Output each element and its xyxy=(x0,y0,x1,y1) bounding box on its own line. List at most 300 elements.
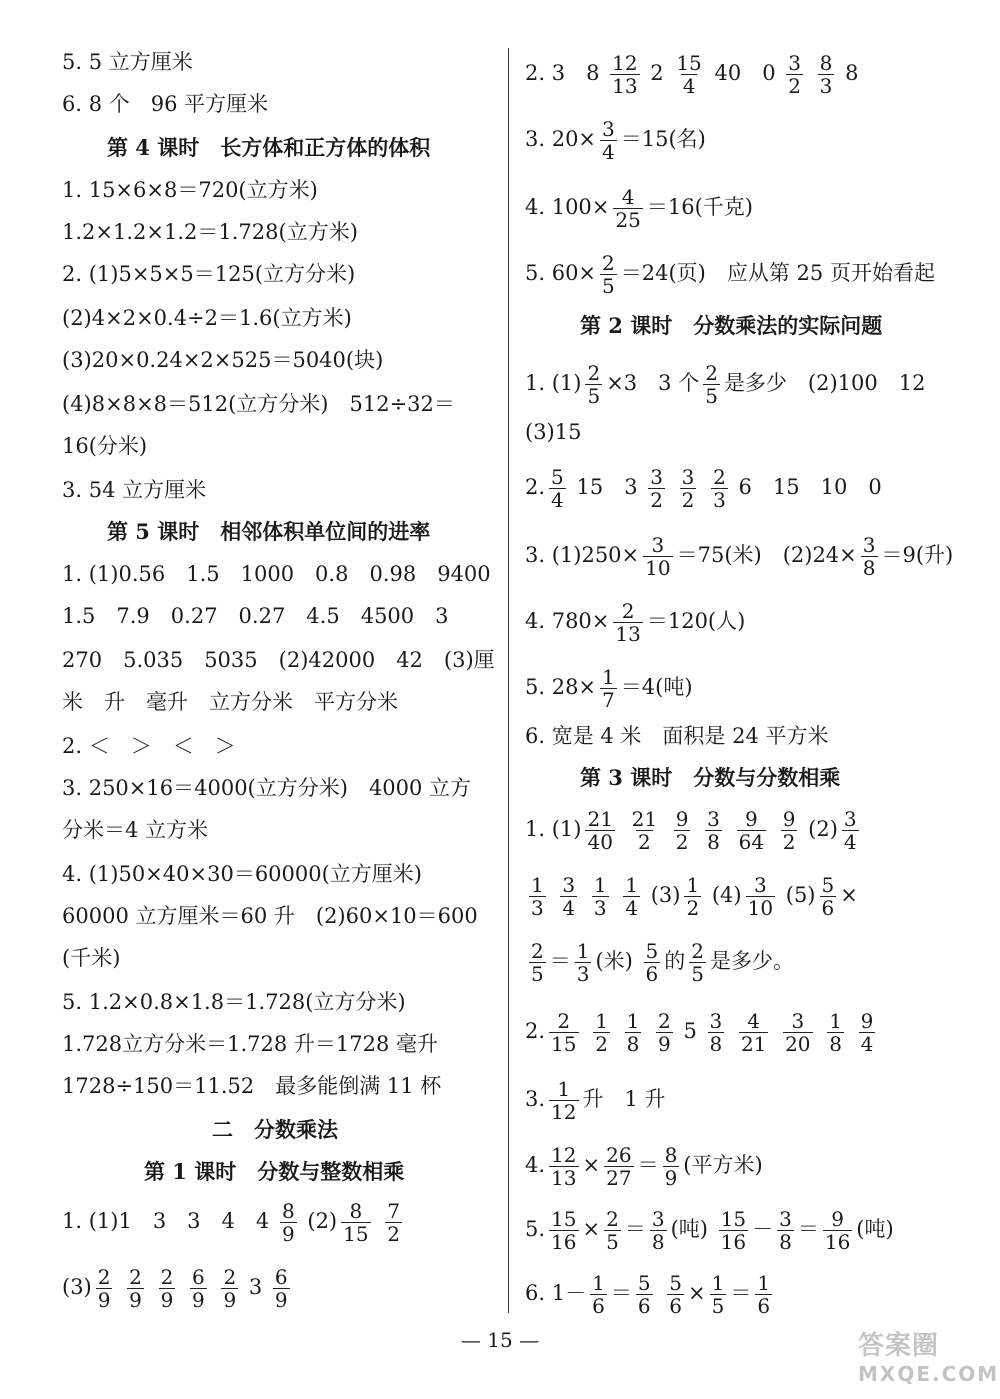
answer-line xyxy=(525,466,882,511)
fraction-denominator: 64 xyxy=(738,830,765,854)
fraction-numerator: 12 xyxy=(551,1143,577,1167)
fraction-numerator: 8 xyxy=(664,1143,678,1167)
fraction-numerator: 5 xyxy=(637,1271,651,1295)
fraction xyxy=(630,808,659,853)
fraction-numerator: 9 xyxy=(675,807,689,831)
answer-text: ＝ xyxy=(797,1217,819,1241)
fraction xyxy=(592,874,609,919)
fraction-denominator: 7 xyxy=(602,688,615,712)
answer-line xyxy=(62,1200,406,1245)
answer-line xyxy=(525,1272,776,1317)
fraction-denominator: 2 xyxy=(387,1222,400,1246)
fraction xyxy=(600,666,617,711)
fraction xyxy=(610,52,639,97)
lesson-title: 第 5 课时 相邻体积单位间的进率 xyxy=(107,519,431,544)
fraction-denominator: 9 xyxy=(97,1288,111,1312)
answer-text: ＝ xyxy=(549,949,571,973)
answer-line: (3)20×0.24×2×525＝5040(块) xyxy=(62,348,384,372)
fraction-denominator: 2 xyxy=(686,896,700,920)
answer-text: 2. xyxy=(525,1019,546,1043)
answer-text: 15 3 xyxy=(576,475,638,499)
fraction xyxy=(820,874,837,919)
fraction xyxy=(96,1266,113,1311)
fraction-numerator: 3 xyxy=(709,1009,723,1033)
fraction-numerator: 4 xyxy=(747,1009,761,1033)
fraction-denominator: 4 xyxy=(843,830,857,854)
answer-line: 1.5 7.9 0.27 0.27 4.5 4500 3 xyxy=(62,604,449,628)
fraction xyxy=(221,1266,238,1311)
answer-text: ＝24(页) 应从第 25 页开始看起 xyxy=(620,261,935,285)
fraction xyxy=(529,940,546,985)
fraction xyxy=(648,466,665,511)
fraction-denominator: 13 xyxy=(551,1166,577,1190)
fraction-denominator: 8 xyxy=(626,1032,640,1056)
fraction-numerator: 3 xyxy=(681,465,695,489)
fraction xyxy=(786,52,803,97)
fraction-numerator: 2 xyxy=(531,939,544,963)
fraction-numerator: 12 xyxy=(612,51,638,75)
answer-text: 4. 780× xyxy=(525,609,610,633)
fraction-numerator: 3 xyxy=(707,807,720,831)
fraction-denominator: 9 xyxy=(223,1288,237,1312)
fraction-numerator: 1 xyxy=(626,1009,640,1033)
fraction-numerator: 7 xyxy=(387,1199,400,1223)
fraction xyxy=(739,1010,768,1055)
fraction-denominator: 25 xyxy=(615,208,641,232)
fraction-denominator: 16 xyxy=(720,1230,747,1254)
fraction xyxy=(575,940,592,985)
answer-line xyxy=(525,362,926,407)
fraction-numerator: 26 xyxy=(606,1143,632,1167)
fraction-numerator: 1 xyxy=(757,1271,771,1295)
fraction-numerator: 8 xyxy=(281,1199,295,1223)
fraction xyxy=(710,1272,727,1317)
fraction xyxy=(827,1010,844,1055)
fraction-numerator: 2 xyxy=(621,599,635,623)
answer-text: 40 0 xyxy=(714,61,776,85)
page-number: — 15 — xyxy=(460,1328,540,1352)
fraction-numerator: 21 xyxy=(587,807,613,831)
answer-line: 60000 立方厘米＝60 升 (2)60×10＝600 xyxy=(62,904,478,928)
fraction-numerator: 1 xyxy=(595,1009,608,1033)
fraction-denominator: 2 xyxy=(782,830,796,854)
fraction-denominator: 5 xyxy=(711,1294,725,1318)
fraction-numerator: 1 xyxy=(593,873,607,897)
answer-text: 2. xyxy=(525,475,546,499)
answer-line: 2. ＜ ＞ ＜ ＞ xyxy=(62,734,236,758)
answer-line: 分米＝4 立方米 xyxy=(62,818,209,842)
answer-line xyxy=(525,1144,763,1189)
fraction-numerator: 2 xyxy=(223,1265,237,1289)
answer-text: 5. 28× xyxy=(525,675,597,699)
fraction-denominator: 6 xyxy=(637,1294,651,1318)
answer-line xyxy=(525,808,863,853)
fraction-denominator: 3 xyxy=(531,896,544,920)
fraction-numerator: 1 xyxy=(686,873,700,897)
answer-text: × xyxy=(840,883,858,907)
fraction-denominator: 8 xyxy=(829,1032,842,1056)
fraction-numerator: 2 xyxy=(160,1265,174,1289)
fraction-denominator: 27 xyxy=(606,1166,632,1190)
fraction xyxy=(859,1010,876,1055)
fraction-denominator: 21 xyxy=(740,1032,767,1056)
fraction-numerator: 2 xyxy=(691,939,705,963)
fraction xyxy=(689,940,706,985)
fraction-denominator: 3 xyxy=(593,896,607,920)
fraction xyxy=(719,1208,748,1253)
lesson-title: 第 1 课时 分数与整数相乘 xyxy=(144,1159,405,1184)
fraction-numerator: 2 xyxy=(587,361,601,385)
fraction-denominator: 4 xyxy=(562,896,576,920)
fraction-denominator: 5 xyxy=(606,1230,619,1254)
fraction-numerator: 9 xyxy=(831,1207,844,1231)
fraction-denominator: 3 xyxy=(819,74,833,98)
fraction xyxy=(549,1078,578,1123)
fraction xyxy=(711,466,728,511)
answer-text: (吨) xyxy=(856,1217,894,1241)
fraction-denominator: 9 xyxy=(658,1032,671,1056)
fraction xyxy=(280,1200,297,1245)
answer-text: (2) xyxy=(307,1209,338,1233)
answer-line xyxy=(525,52,858,97)
fraction xyxy=(190,1266,207,1311)
fraction-numerator: 3 xyxy=(788,51,801,75)
answer-text: － xyxy=(752,1217,774,1241)
answer-text: ＝ xyxy=(610,1281,632,1305)
fraction-denominator: 5 xyxy=(587,384,601,408)
answer-text: 5 xyxy=(683,1019,697,1043)
fraction xyxy=(703,362,720,407)
fraction xyxy=(674,808,691,853)
answer-text: (2) xyxy=(808,817,838,841)
answer-text: ＝75(米) (2)24× xyxy=(676,543,857,567)
answer-text: 2 xyxy=(650,61,664,85)
fraction xyxy=(604,1144,633,1189)
fraction-denominator: 4 xyxy=(602,140,615,164)
answer-line: 5. 5 立方厘米 xyxy=(62,50,193,74)
fraction-denominator: 10 xyxy=(747,896,774,920)
fraction-denominator: 5 xyxy=(602,274,615,298)
answer-line xyxy=(525,252,935,297)
answer-line xyxy=(525,1078,666,1123)
answer-text: (3) xyxy=(62,1275,92,1299)
fraction xyxy=(623,874,640,919)
fraction-denominator: 12 xyxy=(551,1100,577,1124)
fraction xyxy=(549,1010,578,1055)
fraction-numerator: 5 xyxy=(669,1271,682,1295)
answer-line: 3. 54 立方厘米 xyxy=(62,478,207,502)
answer-text: ＝4(吨) xyxy=(620,675,693,699)
fraction xyxy=(560,874,577,919)
watermark-title: 答案圈 xyxy=(858,1331,940,1361)
fraction-denominator: 13 xyxy=(612,74,638,98)
fraction-numerator: 5 xyxy=(551,465,564,489)
fraction xyxy=(644,940,661,985)
answer-line: 1.728立方分米＝1.728 升＝1728 毫升 xyxy=(62,1032,439,1056)
fraction-numerator: 15 xyxy=(551,1207,577,1231)
fraction-denominator: 4 xyxy=(625,896,638,920)
answer-text: (米) xyxy=(595,949,633,973)
fraction xyxy=(680,466,697,511)
fraction-numerator: 3 xyxy=(753,873,767,897)
fraction-numerator: 21 xyxy=(631,807,658,831)
fraction-numerator: 8 xyxy=(349,1199,363,1223)
fraction xyxy=(636,1272,653,1317)
fraction-numerator: 2 xyxy=(658,1009,671,1033)
answer-text: (吨) xyxy=(670,1217,708,1241)
fraction-numerator: 9 xyxy=(744,807,758,831)
fraction-numerator: 1 xyxy=(576,939,590,963)
fraction xyxy=(604,1208,621,1253)
fraction-numerator: 3 xyxy=(862,533,876,557)
fraction-denominator: 8 xyxy=(707,830,720,854)
fraction-denominator: 2 xyxy=(788,74,801,98)
answer-text: 3 xyxy=(248,1275,263,1299)
fraction-denominator: 5 xyxy=(691,962,705,986)
fraction-denominator: 8 xyxy=(862,556,876,580)
answer-text: (4) xyxy=(711,883,742,907)
answer-line: 米 升 毫升 立方分米 平方分米 xyxy=(62,690,398,714)
answer-text: ＝ xyxy=(624,1217,646,1241)
answer-text: × xyxy=(582,1153,601,1177)
fraction-numerator: 15 xyxy=(720,1207,747,1231)
answer-text: 3. (1)250× xyxy=(525,543,640,567)
fraction-denominator: 13 xyxy=(615,622,641,646)
fraction xyxy=(705,808,722,853)
answer-line xyxy=(525,666,693,711)
fraction-denominator: 6 xyxy=(757,1294,771,1318)
fraction-denominator: 16 xyxy=(551,1230,577,1254)
fraction-numerator: 2 xyxy=(602,251,615,275)
fraction-numerator: 1 xyxy=(592,1271,605,1295)
fraction-denominator: 8 xyxy=(779,1230,792,1254)
answer-line: 1.2×1.2×1.2＝1.728(立方米) xyxy=(62,220,358,244)
answer-text: ＝120(人) xyxy=(646,609,746,633)
answer-line xyxy=(62,1266,294,1311)
fraction xyxy=(600,118,617,163)
answer-text: 的 xyxy=(664,949,686,973)
fraction-numerator: 5 xyxy=(645,939,659,963)
fraction-denominator: 9 xyxy=(160,1288,174,1312)
fraction-denominator: 5 xyxy=(531,962,544,986)
answer-line: 3. 250×16＝4000(立方分米) 4000 立方 xyxy=(62,776,472,800)
fraction-denominator: 5 xyxy=(705,384,718,408)
fraction-denominator: 9 xyxy=(274,1288,288,1312)
fraction xyxy=(667,1272,684,1317)
fraction-denominator: 8 xyxy=(651,1230,665,1254)
answer-line: (千米) xyxy=(62,946,121,970)
fraction-numerator: 1 xyxy=(625,873,638,897)
fraction-numerator: 1 xyxy=(531,873,544,897)
column-divider xyxy=(508,48,509,1313)
answer-line xyxy=(525,600,745,645)
answer-text: 2. 3 8 xyxy=(525,61,600,85)
answer-text: ＝ xyxy=(730,1281,752,1305)
fraction xyxy=(600,252,617,297)
fraction-denominator: 9 xyxy=(281,1222,295,1246)
fraction xyxy=(737,808,766,853)
fraction xyxy=(613,600,642,645)
fraction xyxy=(590,1272,607,1317)
fraction xyxy=(549,1144,578,1189)
answer-line: 2. (1)5×5×5＝125(立方分米) xyxy=(62,262,356,286)
fraction-numerator: 15 xyxy=(676,51,702,75)
fraction-numerator: 3 xyxy=(791,1009,805,1033)
fraction-denominator: 6 xyxy=(645,962,659,986)
answer-text: (5) xyxy=(785,883,816,907)
answer-line xyxy=(525,186,753,231)
fraction xyxy=(777,1208,794,1253)
fraction-denominator: 2 xyxy=(675,830,689,854)
fraction-denominator: 4 xyxy=(860,1032,874,1056)
answer-text: × xyxy=(582,1217,601,1241)
fraction xyxy=(755,1272,772,1317)
fraction-denominator: 6 xyxy=(669,1294,682,1318)
watermark-logo xyxy=(858,1325,1000,1386)
answer-text: 1. (1)1 3 3 4 4 xyxy=(62,1209,270,1233)
fraction-denominator: 9 xyxy=(129,1288,142,1312)
fraction xyxy=(529,874,546,919)
fraction-numerator: 2 xyxy=(713,465,726,489)
fraction-numerator: 1 xyxy=(557,1077,571,1101)
unit-title: 二 分数乘法 xyxy=(212,1117,338,1142)
fraction xyxy=(273,1266,290,1311)
fraction-numerator: 8 xyxy=(819,51,833,75)
fraction-denominator: 15 xyxy=(343,1222,369,1246)
fraction-denominator: 16 xyxy=(824,1230,851,1254)
answer-line xyxy=(525,1010,879,1055)
fraction xyxy=(593,1010,610,1055)
fraction-numerator: 2 xyxy=(129,1265,142,1289)
answer-line xyxy=(525,1208,894,1253)
fraction xyxy=(127,1266,144,1311)
fraction xyxy=(650,1208,667,1253)
answer-line: 5. 1.2×0.8×1.8＝1.728(立方分米) xyxy=(62,990,406,1014)
fraction xyxy=(781,808,798,853)
answer-text: 4. xyxy=(525,1153,546,1177)
answer-text: 6. 1－ xyxy=(525,1281,587,1305)
fraction-numerator: 2 xyxy=(606,1207,619,1231)
fraction xyxy=(783,1010,812,1055)
fraction-denominator: 15 xyxy=(551,1032,577,1056)
fraction xyxy=(861,534,878,579)
answer-text: × xyxy=(687,1281,706,1305)
answer-text: 6 15 10 0 xyxy=(738,475,882,499)
fraction-numerator: 3 xyxy=(843,807,857,831)
fraction-numerator: 2 xyxy=(97,1265,111,1289)
answer-line: 6. 宽是 4 米 面积是 24 平方米 xyxy=(525,724,829,748)
fraction xyxy=(341,1200,370,1245)
fraction xyxy=(549,1208,578,1253)
fraction-denominator: 4 xyxy=(682,74,696,98)
fraction-denominator: 2 xyxy=(650,488,663,512)
fraction xyxy=(585,808,614,853)
answer-text: 升 1 升 xyxy=(582,1087,666,1111)
fraction-denominator: 10 xyxy=(645,556,671,580)
answer-line: (3)15 xyxy=(525,420,582,444)
answer-text: ＝15(名) xyxy=(620,127,706,151)
answer-text: 3. xyxy=(525,1087,546,1111)
fraction-denominator: 9 xyxy=(664,1166,678,1190)
fraction-denominator: 20 xyxy=(785,1032,811,1056)
answer-line xyxy=(525,940,794,985)
fraction xyxy=(684,874,701,919)
fraction-numerator: 2 xyxy=(705,361,718,385)
answer-line xyxy=(525,118,706,163)
fraction xyxy=(663,1144,680,1189)
fraction xyxy=(625,1010,642,1055)
answer-text: ＝ xyxy=(637,1153,659,1177)
fraction xyxy=(746,874,775,919)
fraction xyxy=(656,1010,673,1055)
fraction-numerator: 3 xyxy=(651,533,665,557)
answer-line: (2)4×2×0.4÷2＝1.6(立方米) xyxy=(62,306,352,330)
fraction-denominator: 2 xyxy=(595,1032,608,1056)
fraction xyxy=(585,362,602,407)
fraction-denominator: 4 xyxy=(551,488,564,512)
fraction-numerator: 3 xyxy=(650,465,663,489)
fraction-denominator: 2 xyxy=(637,830,651,854)
fraction xyxy=(613,186,642,231)
fraction-numerator: 3 xyxy=(779,1207,792,1231)
fraction-numerator: 6 xyxy=(192,1265,205,1289)
fraction-numerator: 9 xyxy=(782,807,796,831)
answer-text: 5. 60× xyxy=(525,261,597,285)
answer-text: ×3 3 个 xyxy=(606,371,700,395)
fraction-numerator: 3 xyxy=(602,117,615,141)
fraction xyxy=(818,52,835,97)
fraction xyxy=(842,808,859,853)
fraction-numerator: 1 xyxy=(602,665,615,689)
answer-text: 是多少 (2)100 12 xyxy=(723,371,926,395)
fraction-denominator: 2 xyxy=(681,488,695,512)
page-number-value: 15 xyxy=(487,1328,513,1352)
answer-line xyxy=(525,534,953,579)
fraction-denominator: 40 xyxy=(587,830,613,854)
answer-text: 8 xyxy=(845,61,859,85)
watermark-url: MXQE.COM xyxy=(858,1362,1000,1386)
fraction-numerator: 9 xyxy=(860,1009,874,1033)
fraction-numerator: 4 xyxy=(621,185,635,209)
fraction-numerator: 1 xyxy=(829,1009,842,1033)
fraction-numerator: 3 xyxy=(562,873,576,897)
answer-line: 1728÷150＝11.52 最多能倒满 11 杯 xyxy=(62,1074,442,1098)
fraction-numerator: 1 xyxy=(711,1271,725,1295)
fraction xyxy=(674,52,703,97)
answer-text: ＝9(升) xyxy=(881,543,954,567)
answer-line xyxy=(525,874,858,919)
answer-text: 5. xyxy=(525,1217,546,1241)
fraction-numerator: 6 xyxy=(274,1265,288,1289)
answer-line: 4. (1)50×40×30＝60000(立方厘米) xyxy=(62,862,423,886)
fraction-numerator: 2 xyxy=(557,1009,571,1033)
answer-text: 是多少。 xyxy=(710,949,795,973)
fraction-numerator: 5 xyxy=(821,873,835,897)
fraction xyxy=(549,466,566,511)
answer-text: 1. (1) xyxy=(525,817,582,841)
fraction-denominator: 8 xyxy=(709,1032,723,1056)
fraction xyxy=(385,1200,402,1245)
fraction-denominator: 9 xyxy=(192,1288,205,1312)
answer-text: ＝16(千克) xyxy=(646,195,753,219)
answer-text: 4. 100× xyxy=(525,195,610,219)
answer-line: 16(分米) xyxy=(62,434,148,458)
fraction xyxy=(708,1010,725,1055)
answer-text: 3. 20× xyxy=(525,127,597,151)
answer-line: 270 5.035 5035 (2)42000 42 (3)厘 xyxy=(62,648,495,672)
fraction xyxy=(823,1208,852,1253)
answer-line: (4)8×8×8＝512(立方分米) 512÷32＝ xyxy=(62,392,455,416)
